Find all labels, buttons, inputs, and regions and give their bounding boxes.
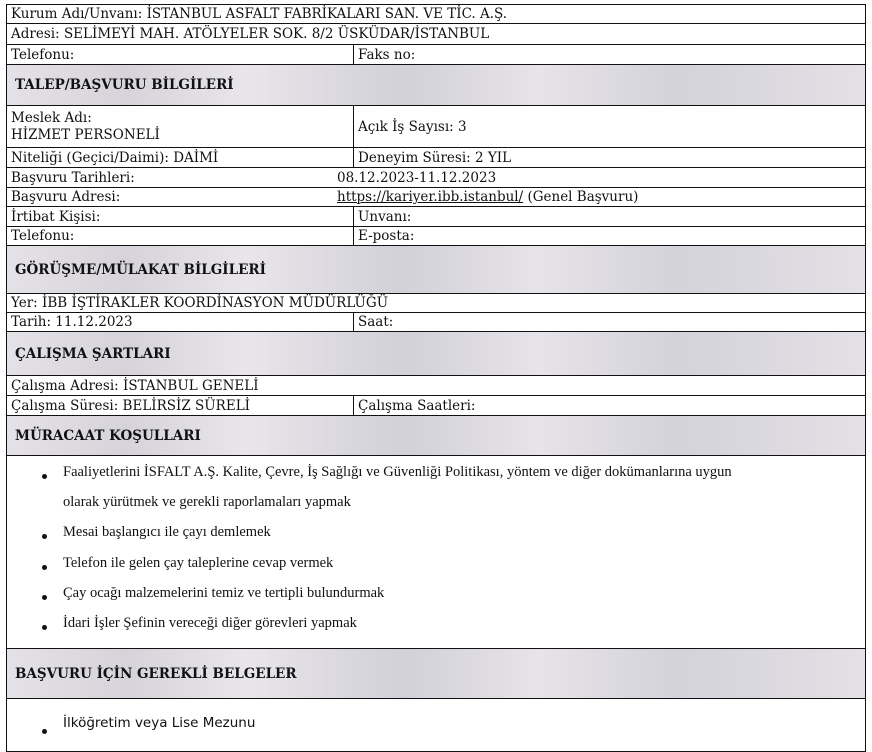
documents-list	[7, 699, 865, 751]
requirement-item: İdari İşler Şefinin vereceği diğer görevleri yapmak	[63, 615, 357, 631]
requirements-list	[7, 456, 865, 649]
job-nature: Niteliği (Geçici/Daimi): DAİMİ	[11, 150, 219, 166]
company-name-text	[7, 5, 507, 23]
contact-title-label: Unvanı:	[358, 209, 412, 225]
interview-date: Tarih: 11.12.2023	[11, 314, 133, 330]
requirement-item: Mesai başlangıcı ile çayı demlemek	[63, 524, 271, 540]
bullet-icon	[42, 565, 47, 570]
application-address-label: Başvuru Adresi:	[11, 189, 121, 205]
application-dates-label: Başvuru Tarihleri:	[11, 170, 135, 186]
company-name-row	[7, 5, 865, 24]
work-duration-row	[7, 396, 865, 416]
application-address-value	[333, 188, 638, 206]
bullet-icon	[42, 534, 47, 539]
interview-date-row	[7, 313, 865, 332]
company-name-value: İSTANBUL ASFALT FABRİKALARI SAN. VE TİC. A.Ş.	[146, 6, 508, 22]
company-fax-label: Faks no:	[358, 47, 416, 63]
bullet-icon	[42, 729, 47, 734]
application-address-note: (Genel Başvuru)	[527, 189, 639, 205]
contact-phone-label: Telefonu:	[11, 228, 75, 244]
requirement-item: Çay ocağı malzemelerini temiz ve tertipli bulundurmak	[63, 585, 385, 601]
profession-value: HİZMET PERSONELİ	[11, 127, 160, 143]
conditions-header-title: ÇALIŞMA ŞARTLARI	[15, 346, 171, 362]
openings-count: Açık İş Sayısı: 3	[358, 119, 467, 135]
application-dates-value: 08.12.2023-11.12.2023	[337, 170, 497, 186]
nature-row	[7, 148, 865, 168]
company-address-row	[7, 24, 865, 45]
company-phone-fax-row	[7, 45, 865, 65]
requirement-item: Telefon ile gelen çay taleplerine cevap vermek	[63, 555, 334, 571]
work-duration: Çalışma Süresi: BELİRSİZ SÜRELİ	[11, 398, 250, 414]
profession-label: Meslek Adı:	[11, 110, 92, 126]
job-posting-form	[6, 4, 866, 752]
interview-place-row	[7, 294, 865, 313]
bullet-icon	[42, 595, 47, 600]
company-address-text	[7, 24, 489, 44]
application-address-link[interactable]: https://kariyer.ibb.istanbul/	[337, 189, 524, 205]
work-address-row	[7, 376, 865, 396]
documents-header-title: BAŞVURU İÇİN GEREKLİ BELGELER	[15, 666, 297, 682]
profession-row	[7, 106, 865, 148]
bullet-icon	[42, 625, 47, 630]
application-section-header	[7, 65, 865, 106]
requirements-header-title: MÜRACAAT KOŞULLARI	[15, 428, 201, 444]
requirement-item-continuation: olarak yürütmek ve gerekli raporlamaları yapmak	[63, 494, 351, 510]
requirement-item: Faaliyetlerini İSFALT A.Ş. Kalite, Çevre, İş Sağlığı ve Güvenliği Politikası, yöntem ve diğer dokümanlarına uygun	[63, 464, 732, 480]
work-address: Çalışma Adresi: İSTANBUL GENELİ	[11, 378, 259, 394]
contact-row	[7, 207, 865, 227]
interview-time-label: Saat:	[358, 314, 394, 330]
company-address-value: SELİMEYİ MAH. ATÖLYELER SOK. 8/2 ÜSKÜDAR/İSTANBUL	[63, 26, 490, 42]
interview-place: Yer: İBB İŞTİRAKLER KOORDİNASYON MÜDÜRLÜĞÜ	[11, 295, 389, 311]
contact-email-label: E-posta:	[358, 228, 415, 244]
requirements-section-header	[7, 416, 865, 456]
document-item: İlköğretim veya Lise Mezunu	[63, 715, 256, 731]
interview-section-header	[7, 246, 865, 294]
contact-phone-row	[7, 227, 865, 246]
profession-cell	[7, 106, 353, 147]
experience-duration: Deneyim Süresi: 2 YIL	[358, 150, 512, 166]
company-phone-label: Telefonu:	[11, 47, 75, 63]
work-hours-label: Çalışma Saatleri:	[358, 398, 476, 414]
application-header-title: TALEP/BAŞVURU BİLGİLERİ	[15, 77, 234, 93]
contact-person-label: İrtibat Kişisi:	[11, 209, 101, 225]
documents-section-header	[7, 649, 865, 699]
company-name-label: Kurum Adı/Unvanı:	[11, 6, 143, 22]
application-address-row	[7, 188, 865, 207]
bullet-icon	[42, 474, 47, 479]
conditions-section-header	[7, 332, 865, 376]
company-address-label: Adresi:	[11, 26, 60, 42]
application-dates-row	[7, 168, 865, 188]
interview-header-title: GÖRÜŞME/MÜLAKAT BİLGİLERİ	[15, 262, 266, 278]
